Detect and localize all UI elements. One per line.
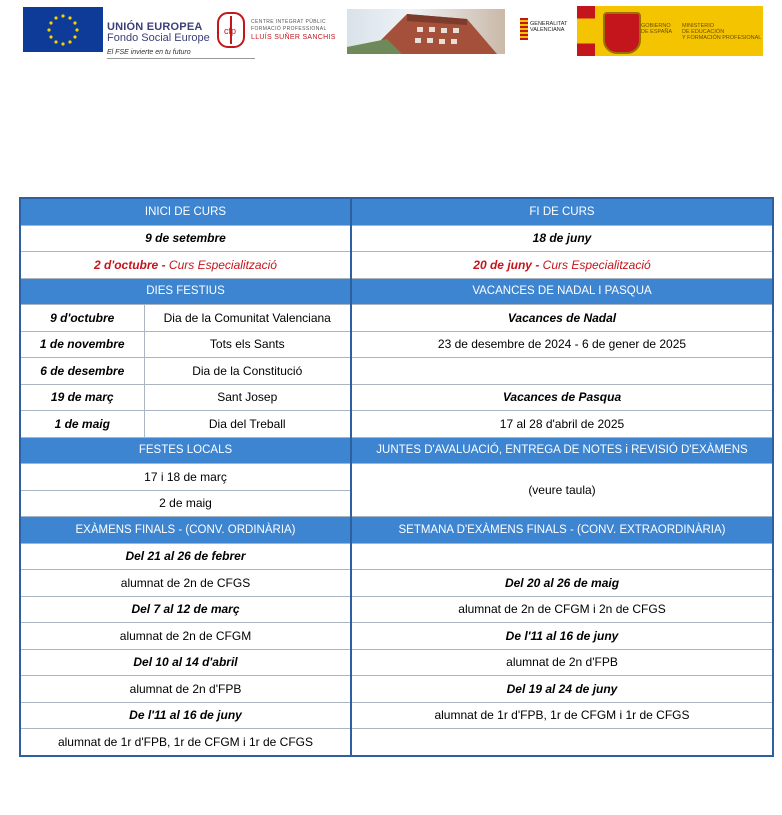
ordinaria-dates: Del 21 al 26 de febrer [20,543,351,570]
min-line1: MINISTERIO [682,23,715,29]
spain-flag-icon [577,6,595,56]
ministerio-text [682,23,761,41]
ordinaria-who: alumnat de 2n d'FPB [20,676,351,703]
cfp-letters: cfp [224,26,237,36]
extraordinaria-dates: Del 19 al 24 de juny [351,676,773,703]
gva-line2: VALENCIANA [530,27,565,33]
empty-cell [351,358,773,385]
ordinaria-who: alumnat de 1r d'FPB, 1r de CFGM i 1r de CFGS [20,729,351,756]
eu-line2: Fondo Social Europe [107,32,210,44]
festiu-name: Dia de la Constitució [144,358,351,385]
extraordinaria-heading: SETMANA D'EXÀMENS FINALS - (CONV. EXTRAORDINÀRIA) [351,517,773,544]
coat-of-arms-icon [603,12,641,54]
table-row [20,649,773,676]
header-divider [107,58,255,59]
eu-fund-text [107,22,210,58]
inici-special-sep: - [158,257,169,272]
logo-banner [0,0,782,62]
inici-special [20,252,351,279]
eu-line1: UNIÓN EUROPEA [107,21,203,33]
senyera-icon [520,18,528,40]
festiu-date: 1 de maig [20,411,144,438]
table-row [20,252,773,279]
table-row [20,278,773,305]
festiu-name: Tots els Sants [144,331,351,358]
school-building-photo [347,9,505,54]
ordinaria-dates: De l'11 al 16 de juny [20,702,351,729]
fi-heading: FI DE CURS [351,198,773,225]
festiu-date: 9 d'octubre [20,305,144,332]
fi-special-sep: - [531,257,543,272]
juntes-heading: JUNTES D'AVALUACIÓ, ENTREGA DE NOTES i REVISIÓ D'EXÀMENS [351,437,773,464]
inici-special-note: Curs Especialització [168,257,277,272]
ordinaria-heading: EXÀMENS FINALS - (CONV. ORDINÀRIA) [20,517,351,544]
table-row [20,543,773,570]
empty-cell [351,729,773,756]
table-row [20,437,773,464]
festiu-name: Dia de la Comunitat Valenciana [144,305,351,332]
min-line3: Y FORMACIÓN PROFESIONAL [682,35,762,41]
extraordinaria-who: alumnat de 1r d'FPB, 1r de CFGM i 1r de CFGS [351,702,773,729]
generalitat-valenciana-logo [518,16,568,44]
table-row [20,331,773,358]
table-row [20,358,773,385]
gob-line2: DE ESPAÑA [641,29,673,35]
gobierno-text [641,23,672,35]
inici-date: 9 de setembre [20,225,351,252]
gva-line1: GENERALITAT [530,21,568,27]
ordinaria-dates: Del 10 al 14 d'abril [20,649,351,676]
table-row [20,384,773,411]
table-row [20,676,773,703]
inici-special-date: 2 d'octubre [94,257,159,272]
festiu-date: 6 de desembre [20,358,144,385]
cfp-logo [217,12,245,48]
table-row [20,596,773,623]
cfp-line1: CENTRE INTEGRAT PÚBLIC [251,19,327,25]
nadal-title: Vacances de Nadal [351,305,773,332]
nadal-dates: 23 de desembre de 2024 - 6 de gener de 2025 [351,331,773,358]
festes-locals-heading: FESTES LOCALS [20,437,351,464]
festiu-name: Sant Josep [144,384,351,411]
vacances-heading: VACANCES DE NADAL I PASQUA [351,278,773,305]
table-row [20,517,773,544]
table-row [20,623,773,650]
school-calendar-table [19,197,774,757]
ordinaria-dates: Del 7 al 12 de març [20,596,351,623]
extraordinaria-who: alumnat de 2n d'FPB [351,649,773,676]
table-row [20,729,773,756]
min-line2: DE EDUCACIÓN [682,29,725,35]
table-row [20,702,773,729]
festa-local-item: 17 i 18 de març [20,464,351,491]
juntes-note: (veure taula) [351,464,773,517]
gobierno-espana-logo [577,6,763,56]
festius-heading: DIES FESTIUS [20,278,351,305]
table-row [20,570,773,597]
fi-special-date: 20 de juny [473,257,532,272]
festiu-date: 1 de novembre [20,331,144,358]
table-row [20,411,773,438]
cfp-line3: LLUÍS SUÑER SANCHIS [251,34,336,41]
eu-line3: El FSE invierte en tu futuro [107,49,191,56]
cfp-line2: FORMACIÓ PROFESSIONAL [251,26,327,32]
extraordinaria-who: alumnat de 2n de CFGM i 2n de CFGS [351,596,773,623]
pasqua-title: Vacances de Pasqua [351,384,773,411]
extraordinaria-dates: De l'11 al 16 de juny [351,623,773,650]
gob-line1: GOBIERNO [641,23,671,29]
inici-heading: INICI DE CURS [20,198,351,225]
cfp-name-text [251,19,336,41]
eu-flag-logo [23,7,103,52]
festiu-name: Dia del Treball [144,411,351,438]
table-row [20,198,773,225]
festa-local-item: 2 de maig [20,490,351,517]
table-row [20,225,773,252]
fi-special [351,252,773,279]
festiu-date: 19 de març [20,384,144,411]
fi-special-note: Curs Especialització [542,257,651,272]
ordinaria-who: alumnat de 2n de CFGM [20,623,351,650]
table-row [20,305,773,332]
empty-cell [351,543,773,570]
ordinaria-who: alumnat de 2n de CFGS [20,570,351,597]
extraordinaria-dates: Del 20 al 26 de maig [351,570,773,597]
gva-text [530,21,567,33]
fi-date: 18 de juny [351,225,773,252]
pasqua-dates: 17 al 28 d'abril de 2025 [351,411,773,438]
table-row [20,464,773,491]
